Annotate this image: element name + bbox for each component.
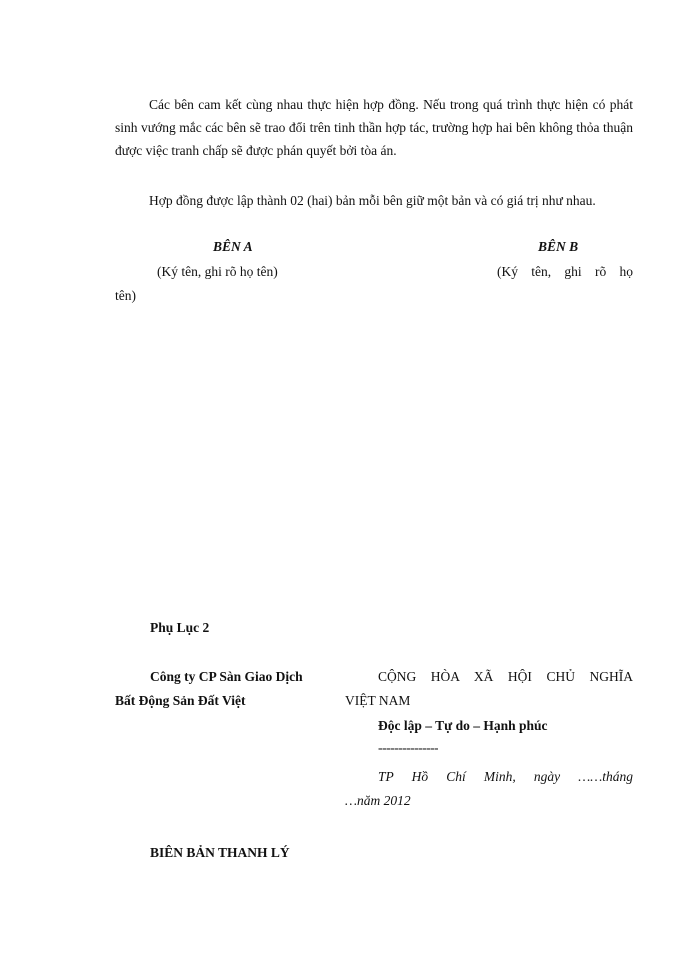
party-a-title: BÊN A [213,239,253,254]
commitment-text: Các bên cam kết cùng nhau thực hiện hợp đồng. Nếu trong quá trình thực hiện có phát sinh vướng mắc các bên sẽ trao đổi trên tinh thần hợp tác, trường hợp hai bên không thỏa thuận được việc tranh chấp sẽ được phán quyết bởi tòa án. [115,97,633,158]
company-name-line2: Bất Động Sản Đất Việt [115,693,246,708]
republic-header-line1: CỘNG HÒA XÃ HỘI CHỦ NGHĨA [378,669,633,684]
party-a-sign-note: (Ký tên, ghi rõ họ tên) [157,264,278,279]
copies-paragraph [115,189,633,212]
date-place-line1: TP Hồ Chí Minh, ngày ……tháng [378,769,633,784]
commitment-paragraph [115,93,633,162]
republic-header-line2: VIỆT NAM [345,693,411,708]
motto-divider: --------------- [378,740,438,755]
party-b-sign-note-line1: (Ký tên, ghi rõ họ [497,264,633,279]
liquidation-minutes-title: BIÊN BẢN THANH LÝ [150,845,290,860]
date-place-line2: …năm 2012 [345,793,411,808]
copies-text: Hợp đồng được lập thành 02 (hai) bản mỗi bên giữ một bản và có giá trị như nhau. [149,193,596,208]
national-motto: Độc lập – Tự do – Hạnh phúc [378,718,548,733]
party-b-title: BÊN B [538,239,579,254]
appendix-title: Phụ Lục 2 [150,620,210,635]
party-b-sign-note-line2: tên) [115,288,136,303]
company-name-line1: Công ty CP Sàn Giao Dịch [150,669,303,684]
